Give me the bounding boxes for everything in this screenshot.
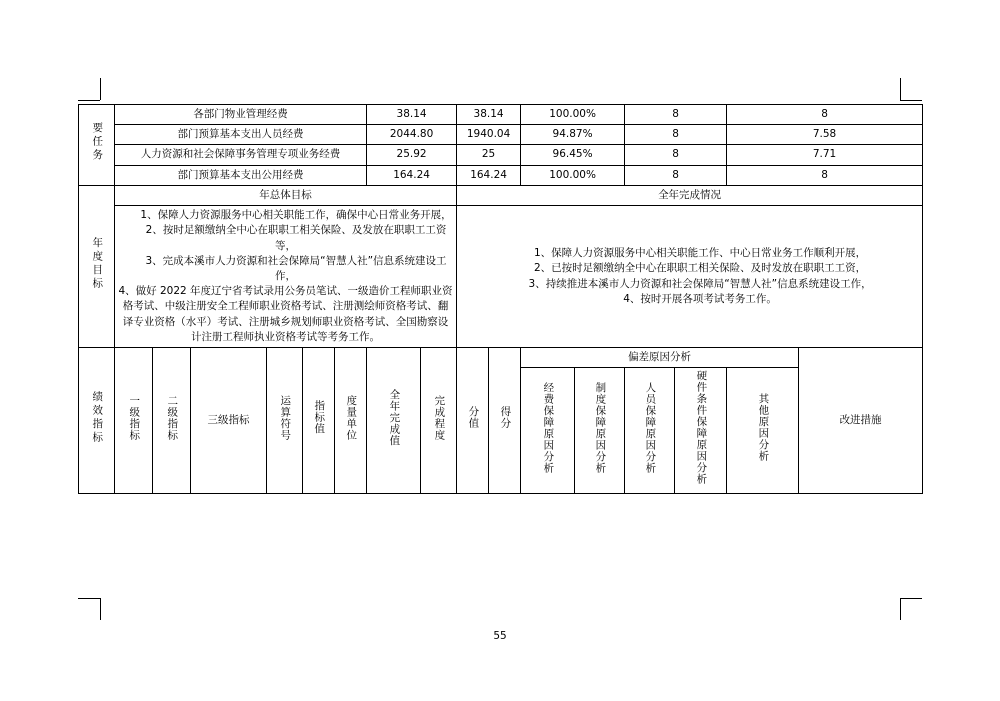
col-other-reason: 其他原因分析 — [727, 368, 799, 493]
score-full: 8 — [625, 105, 727, 125]
actual-amount: 25 — [457, 145, 521, 165]
table-row — [79, 105, 923, 125]
row-label-performance-indicator-text: 绩效指标 — [91, 390, 104, 445]
row-label-performance-indicator — [79, 348, 115, 493]
execution-rate: 94.87% — [521, 125, 625, 145]
col-score-value: 分值 — [457, 348, 489, 493]
annual-completion-line-4: 4、按时开展各项考试考务工作。 — [602, 292, 777, 305]
annual-completion-header: 全年完成情况 — [457, 185, 923, 205]
annual-completion-line-2: 2、已按时足额缴纳全中心在职职工相关保险、及时发放在职职工工资， — [512, 262, 867, 275]
annual-goal-line-4: 4、做好 2022 年度辽宁省考试录用公务员笔试、一级造价工程师职业资格考试、中级注册安全工程师职业资格考试、注册测绘师资格考试、翻译专业资格（水平）考试、注册城乡规划师职业资格考试、全国勘察设计注册工程师执业资格考试等考务工作。 — [118, 285, 453, 343]
annual-goal-body-row — [79, 206, 923, 348]
annual-goal-line-2: 2、按时足额缴纳全中心在职职工相关保险、及发放在职职工工资等， — [124, 224, 447, 252]
row-label-key-task — [79, 105, 115, 186]
execution-rate: 96.45% — [521, 145, 625, 165]
budget-item-name: 各部门物业管理经费 — [115, 105, 367, 125]
deviation-group-header: 偏差原因分析 — [521, 348, 799, 368]
col-annual-completion-value: 全年完成值 — [367, 348, 421, 493]
col-operator-symbol: 运算符号 — [267, 348, 303, 493]
annual-completion-line-1: 1、保障人力资源服务中心相关职能工作、中心日常业务工作顺利开展， — [512, 247, 867, 260]
actual-amount: 38.14 — [457, 105, 521, 125]
indicator-group-header-row — [79, 348, 923, 368]
col-funding-guarantee-reason: 经费保障原因分析 — [521, 368, 575, 493]
col-hardware-guarantee-reason: 硬件条件保障原因分析 — [675, 368, 727, 493]
actual-amount: 1940.04 — [457, 125, 521, 145]
page-number: 55 — [493, 630, 507, 642]
col-system-guarantee-reason: 制度保障原因分析 — [575, 368, 625, 493]
execution-rate: 100.00% — [521, 165, 625, 185]
table-row — [79, 145, 923, 165]
col-completion-degree: 完成程度 — [421, 348, 457, 493]
row-label-key-task-text: 要任务 — [91, 122, 104, 163]
score-full: 8 — [625, 125, 727, 145]
budget-item-name: 部门预算基本支出公用经费 — [115, 165, 367, 185]
annual-completion-line-3: 3、持续推进本溪市人力资源和社会保障局“智慧人社”信息系统建设工作， — [507, 277, 872, 290]
col-improvement-measures: 改进措施 — [799, 348, 923, 493]
col-level2-indicator: 二级指标 — [153, 348, 191, 493]
execution-rate: 100.00% — [521, 105, 625, 125]
actual-amount: 164.24 — [457, 165, 521, 185]
budget-amount: 38.14 — [367, 105, 457, 125]
score-got: 8 — [727, 105, 923, 125]
annual-goal-header-row — [79, 185, 923, 205]
annual-completion-text — [457, 206, 923, 348]
score-got: 7.71 — [727, 145, 923, 165]
score-full: 8 — [625, 165, 727, 185]
row-label-annual-goal-text: 年度目标 — [91, 236, 104, 291]
col-level1-indicator: 一级指标 — [115, 348, 153, 493]
col-measure-unit: 度量单位 — [335, 348, 367, 493]
score-full: 8 — [625, 145, 727, 165]
row-label-annual-goal — [79, 185, 115, 347]
performance-evaluation-table — [78, 104, 923, 494]
annual-goal-line-3: 3、完成本溪市人力资源和社会保障局“智慧人社”信息系统建设工作， — [124, 254, 447, 282]
score-got: 8 — [727, 165, 923, 185]
annual-goal-line-1: 1、保障人力资源服务中心相关职能工作，确保中心日常业务开展， — [119, 209, 452, 222]
budget-amount: 25.92 — [367, 145, 457, 165]
table-row — [79, 125, 923, 145]
score-got: 7.58 — [727, 125, 923, 145]
annual-goal-header: 年总体目标 — [115, 185, 457, 205]
annual-goal-text — [115, 206, 457, 348]
budget-item-name: 部门预算基本支出人员经费 — [115, 125, 367, 145]
col-level3-indicator: 三级指标 — [191, 348, 267, 493]
budget-amount: 2044.80 — [367, 125, 457, 145]
col-indicator-value: 指标值 — [303, 348, 335, 493]
budget-amount: 164.24 — [367, 165, 457, 185]
col-score-obtained: 得分 — [489, 348, 521, 493]
col-personnel-guarantee-reason: 人员保障原因分析 — [625, 368, 675, 493]
budget-item-name: 人力资源和社会保障事务管理专项业务经费 — [115, 145, 367, 165]
table-row — [79, 165, 923, 185]
